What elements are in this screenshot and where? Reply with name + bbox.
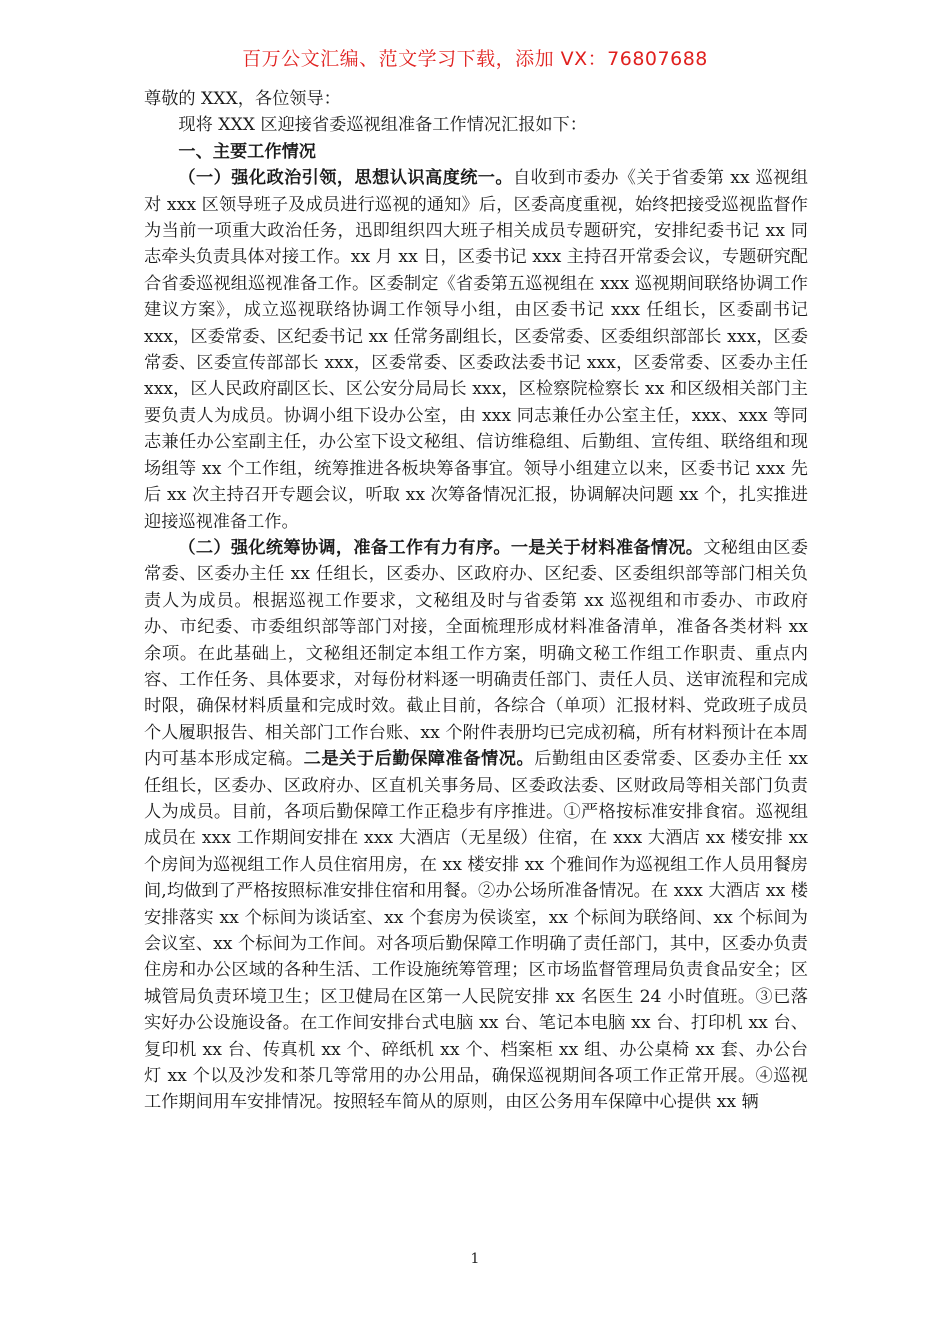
paragraph-1	[144, 165, 808, 535]
page-number: 1	[470, 1251, 480, 1267]
paragraph-2	[144, 535, 808, 1116]
document-body	[144, 86, 808, 1116]
watermark-banner: 百万公文汇编、范文学习下载，添加 VX：76807688	[242, 48, 708, 70]
paragraph-2-body-2: 后勤组由区委常委、区委办主任 xx 任组长，区委办、区政府办、区直机关事务局、区委政法委、区财政局等相关部门负责人为成员。目前，各项后勤保障工作正稳步有序推进。①严格按标准安排食宿。巡视组成员在 xxx 工作期间安排在 xxx 大酒店（无星级）住宿，在 xxx 大酒店 xx 楼安排 xx 个房间为巡视组工作人员住宿用房，在 xx 楼安排 xx 个雅间作为巡视组工作人员用餐房间,均做到了严格按照标准安排住宿和用餐。②办公场所准备情况。在 xxx 大酒店 xx 楼安排落实 xx 个标间为谈话室、xx 个套房为侯谈室，xx 个标间为联络间、xx 个标间为会议室、xx 个标间为工作间。对各项后勤保障工作明确了责任部门，其中，区委办负责住房和办公区域的各种生活、工作设施统筹管理；区市场监督管理局负责食品安全；区城管局负责环境卫生；区卫健局在区第一人民院安排 xx 名医生 24 小时值班。③已落实好办公设施设备。在工作间安排台式电脑 xx 台、笔记本电脑 xx 台、打印机 xx 台、复印机 xx 台、传真机 xx 个、碎纸机 xx 个、档案柜 xx 组、办公桌椅 xx 套、办公台灯 xx 个以及沙发和茶几等常用的办公用品，确保巡视期间各项工作正常开展。④巡视工作期间用车安排情况。按照轻车简从的原则，由区公务用车保障中心提供 xx 辆	[144, 749, 808, 1113]
paragraph-2-body: 文秘组由区委常委、区委办主任 xx 任组长，区委办、区政府办、区纪委、区委组织部等部门相关负责人为成员。根据巡视工作要求，文秘组及时与省委第 xx 巡视组和市委办、市政府办、市纪委、市委组织部等部门对接，全面梳理形成材料准备清单，准备各类材料 xx 余项。在此基础上，文秘组还制定本组工作方案，明确文秘工作组工作职责、重点内容、工作任务、具体要求，对每份材料逐一明确责任部门、责任人员、送审流程和完成时限，确保材料质量和完成时效。截止目前，各综合（单项）汇报材料、党政班子成员个人履职报告、相关部门工作台账、xx 个附件表册均已完成初稿，所有材料预计在本周内可基本形成定稿。	[144, 537, 808, 770]
section-heading-1: 一、主要工作情况	[178, 141, 316, 162]
intro-paragraph: 现将 XXX 区迎接省委巡视组准备工作情况汇报如下：	[178, 115, 587, 136]
salutation: 尊敬的 XXX，各位领导：	[144, 89, 341, 109]
paragraph-1-heading: （一）强化政治引领，思想认识高度统一。	[178, 168, 514, 189]
paragraph-2-heading: （二）强化统筹协调，准备工作有力有序。一是关于材料准备情况。	[178, 537, 704, 558]
paragraph-1-body: 自收到市委办《关于省委第 xx 巡视组对 xxx 区领导班子及成员进行巡视的通知》后，区委高度重视，始终把接受巡视监督作为当前一项重大政治任务，迅即组织四大班子相关成员专题研究，安排纪委书记 xx 同志牵头负责具体对接工作。xx 月 xx 日，区委书记 xxx 主持召开常委会议，专题研究配合省委巡视组巡视准备工作。区委制定《省委第五巡视组在 xxx 巡视期间联络协调工作建议方案》，成立巡视联络协调工作领导小组，由区委书记 xxx 任组长，区委副书记 xxx，区委常委、区纪委书记 xx 任常务副组长，区委常委、区委组织部部长 xxx，区委常委、区委宣传部部长 xxx，区委常委、区委政法委书记 xxx，区委常委、区委办主任 xxx，区人民政府副区长、区公安分局局长 xxx，区检察院检察长 xx 和区级相关部门主要负责人为成员。协调小组下设办公室，由 xxx 同志兼任办公室主任，xxx、xxx 等同志兼任办公室副主任，办公室下设文秘组、信访维稳组、后勤组、宣传组、联络组和现场组等 xx 个工作组，统筹推进各板块筹备事宜。领导小组建立以来，区委书记 xxx 先后 xx 次主持召开专题会议，听取 xx 次筹备情况汇报，协调解决问题 xx 个，扎实推进迎接巡视准备工作。	[144, 168, 808, 532]
paragraph-2-subheading: 二是关于后勤保障准备情况。	[303, 749, 535, 770]
